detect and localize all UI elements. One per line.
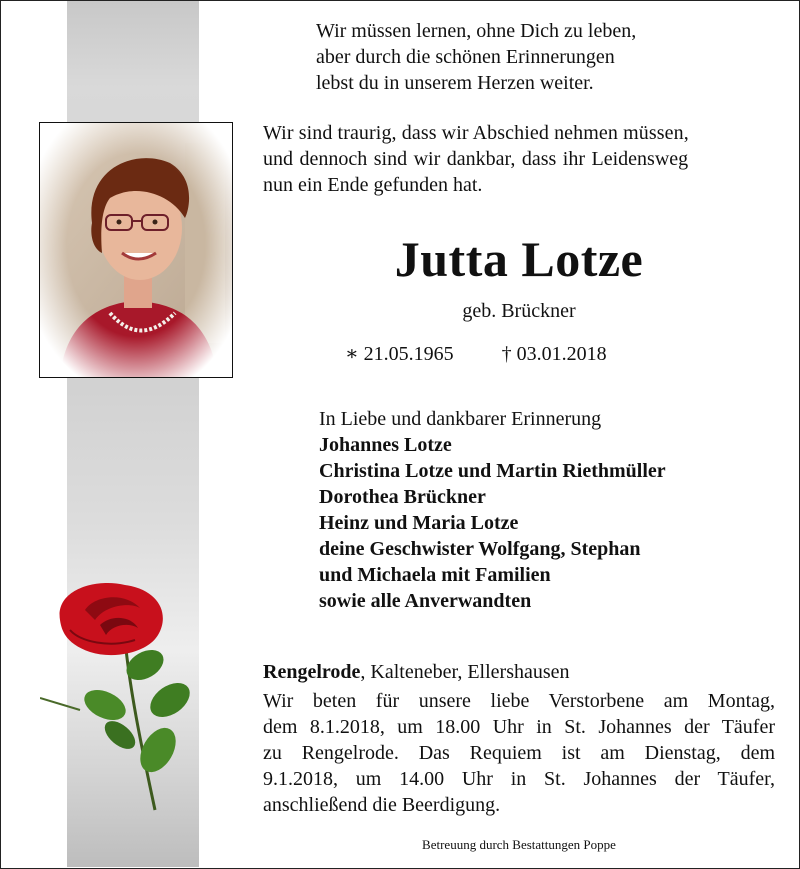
mourner-name: Christina Lotze und Martin Riethmüller — [319, 460, 666, 482]
service-line: anschließend die Beerdigung. — [263, 794, 501, 816]
mourners-lead: In Liebe und dankbarer Erinnerung — [319, 408, 602, 430]
motto-line: Wir müssen lernen, ohne Dich zu leben, — [316, 20, 637, 42]
mourner-name: Johannes Lotze — [319, 434, 452, 456]
mourner-name: und Michaela mit Familien — [319, 564, 551, 586]
mourner-name: sowie alle Anverwandten — [319, 590, 532, 612]
place-main: Rengelrode — [263, 661, 361, 683]
service-line: dem 8.1.2018, um 18.00 Uhr in St. Johannes der Täufer — [263, 716, 775, 738]
mourner-name: Heinz und Maria Lotze — [319, 512, 519, 534]
mourner-name: Dorothea Brückner — [319, 486, 486, 508]
deceased-name: Jutta Lotze — [394, 231, 644, 287]
intro-line: Wir sind traurig, dass wir Abschied nehmen müssen, — [263, 122, 689, 144]
intro-line: und dennoch sind wir dankbar, dass ihr Leidensweg — [263, 148, 689, 170]
motto-line: aber durch die schönen Erinnerungen — [316, 46, 615, 68]
place-line — [263, 659, 570, 685]
funeral-home-credit: Betreuung durch Bestattungen Poppe — [422, 837, 616, 852]
service-line: Wir beten für unsere liebe Verstorbene am Montag, — [263, 690, 775, 712]
portrait-photo — [39, 122, 233, 378]
rose-illustration — [40, 580, 210, 820]
intro-paragraph — [263, 120, 775, 198]
place-rest: , Kalteneber, Ellershausen — [360, 661, 570, 683]
mourners-list — [319, 406, 779, 614]
birth-date: ∗ 21.05.1965 — [345, 343, 454, 365]
service-line: zu Rengelrode. Das Requiem ist am Dienstag, dem — [263, 742, 775, 764]
maiden-name: geb. Brückner — [462, 300, 576, 322]
intro-line: nun ein Ende gefunden hat. — [263, 174, 483, 196]
mourner-name: deine Geschwister Wolfgang, Stephan — [319, 538, 641, 560]
life-dates — [345, 341, 607, 367]
motto-line: lebst du in unserem Herzen weiter. — [316, 72, 594, 94]
service-paragraph — [263, 688, 775, 818]
death-date: † 03.01.2018 — [501, 343, 607, 365]
motto-verse — [316, 18, 776, 96]
service-line: 9.1.2018, um 14.00 Uhr in St. Johannes der Täufer, — [263, 768, 775, 790]
